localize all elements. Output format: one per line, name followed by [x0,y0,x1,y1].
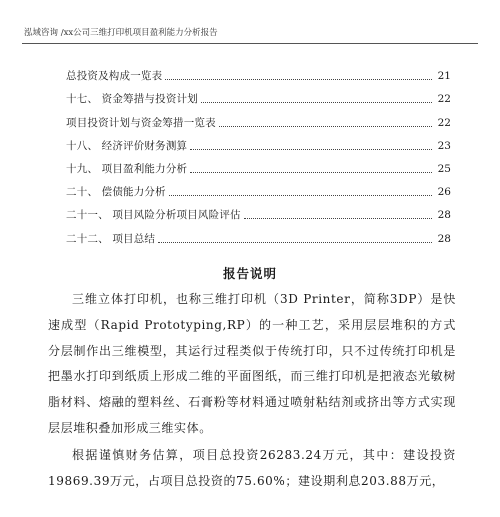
toc-leader-dots [158,242,432,243]
report-paragraph: 根据谨慎财务估算，项目总投资26283.24万元，其中：建设投资19869.39万元，占项目总投资的75.60%；建设期利息203.88万元， [48,447,456,488]
toc-leader-dots [165,79,432,80]
toc-entry-title: 二十一、 项目风险分析项目风险评估 [66,209,241,222]
toc-leader-dots [219,126,432,127]
toc-entry-page: 28 [437,232,451,245]
table-of-contents [66,60,451,246]
toc-entry[interactable] [66,176,451,199]
toc-entry-title: 二十、 偿债能力分析 [66,186,166,199]
toc-entry-page: 23 [437,139,451,152]
toc-entry-title: 总投资及构成一览表 [66,70,163,83]
toc-entry[interactable] [66,222,451,245]
toc-entry[interactable] [66,153,451,176]
toc-entry[interactable] [66,83,451,106]
toc-entry-title: 十八、 经济评价财务测算 [66,139,188,152]
toc-leader-dots [201,102,432,103]
page-header: 泓域咨询 /xx公司三维打印机项目盈利能力分析报告 [24,28,218,38]
report-body [48,287,456,494]
toc-leader-dots [190,172,432,173]
toc-leader-dots [190,149,432,150]
toc-leader-dots [169,195,432,196]
toc-entry-page: 28 [437,209,451,222]
toc-entry-title: 二十二、 项目总结 [66,232,156,245]
toc-entry[interactable] [66,130,451,153]
report-section-title: 报告说明 [222,266,277,281]
toc-entry-title: 十九、 项目盈利能力分析 [66,162,188,175]
toc-entry-title: 十七、 资金筹措与投资计划 [66,93,198,106]
toc-entry-page: 26 [437,186,451,199]
report-paragraph: 三维立体打印机，也称三维打印机（3D Printer，简称3DP）是快速成型（Rapid Prototyping,RP）的一种工艺，采用层层堆积的方式分层制作出三维模型，其运行过程类似于传统打印，只不过传统打印机是把墨水打印到纸质上形成二维的平面图纸，而三维打印机是把液态光敏树脂材料、熔融的塑料丝、石膏粉等材料通过喷射粘结剂或挤出等方式实现层层堆积叠加形成三维实体。 [48,292,456,435]
toc-entry[interactable] [66,60,451,83]
toc-entry-page: 25 [437,162,451,175]
toc-entry-title: 项目投资计划与资金筹措一览表 [66,116,216,129]
toc-entry[interactable] [66,106,451,129]
toc-entry[interactable] [66,199,451,222]
toc-leader-dots [244,218,432,219]
toc-entry-page: 21 [437,70,451,83]
toc-entry-page: 22 [437,93,451,106]
toc-entry-page: 22 [437,116,451,129]
header-divider [22,43,478,44]
